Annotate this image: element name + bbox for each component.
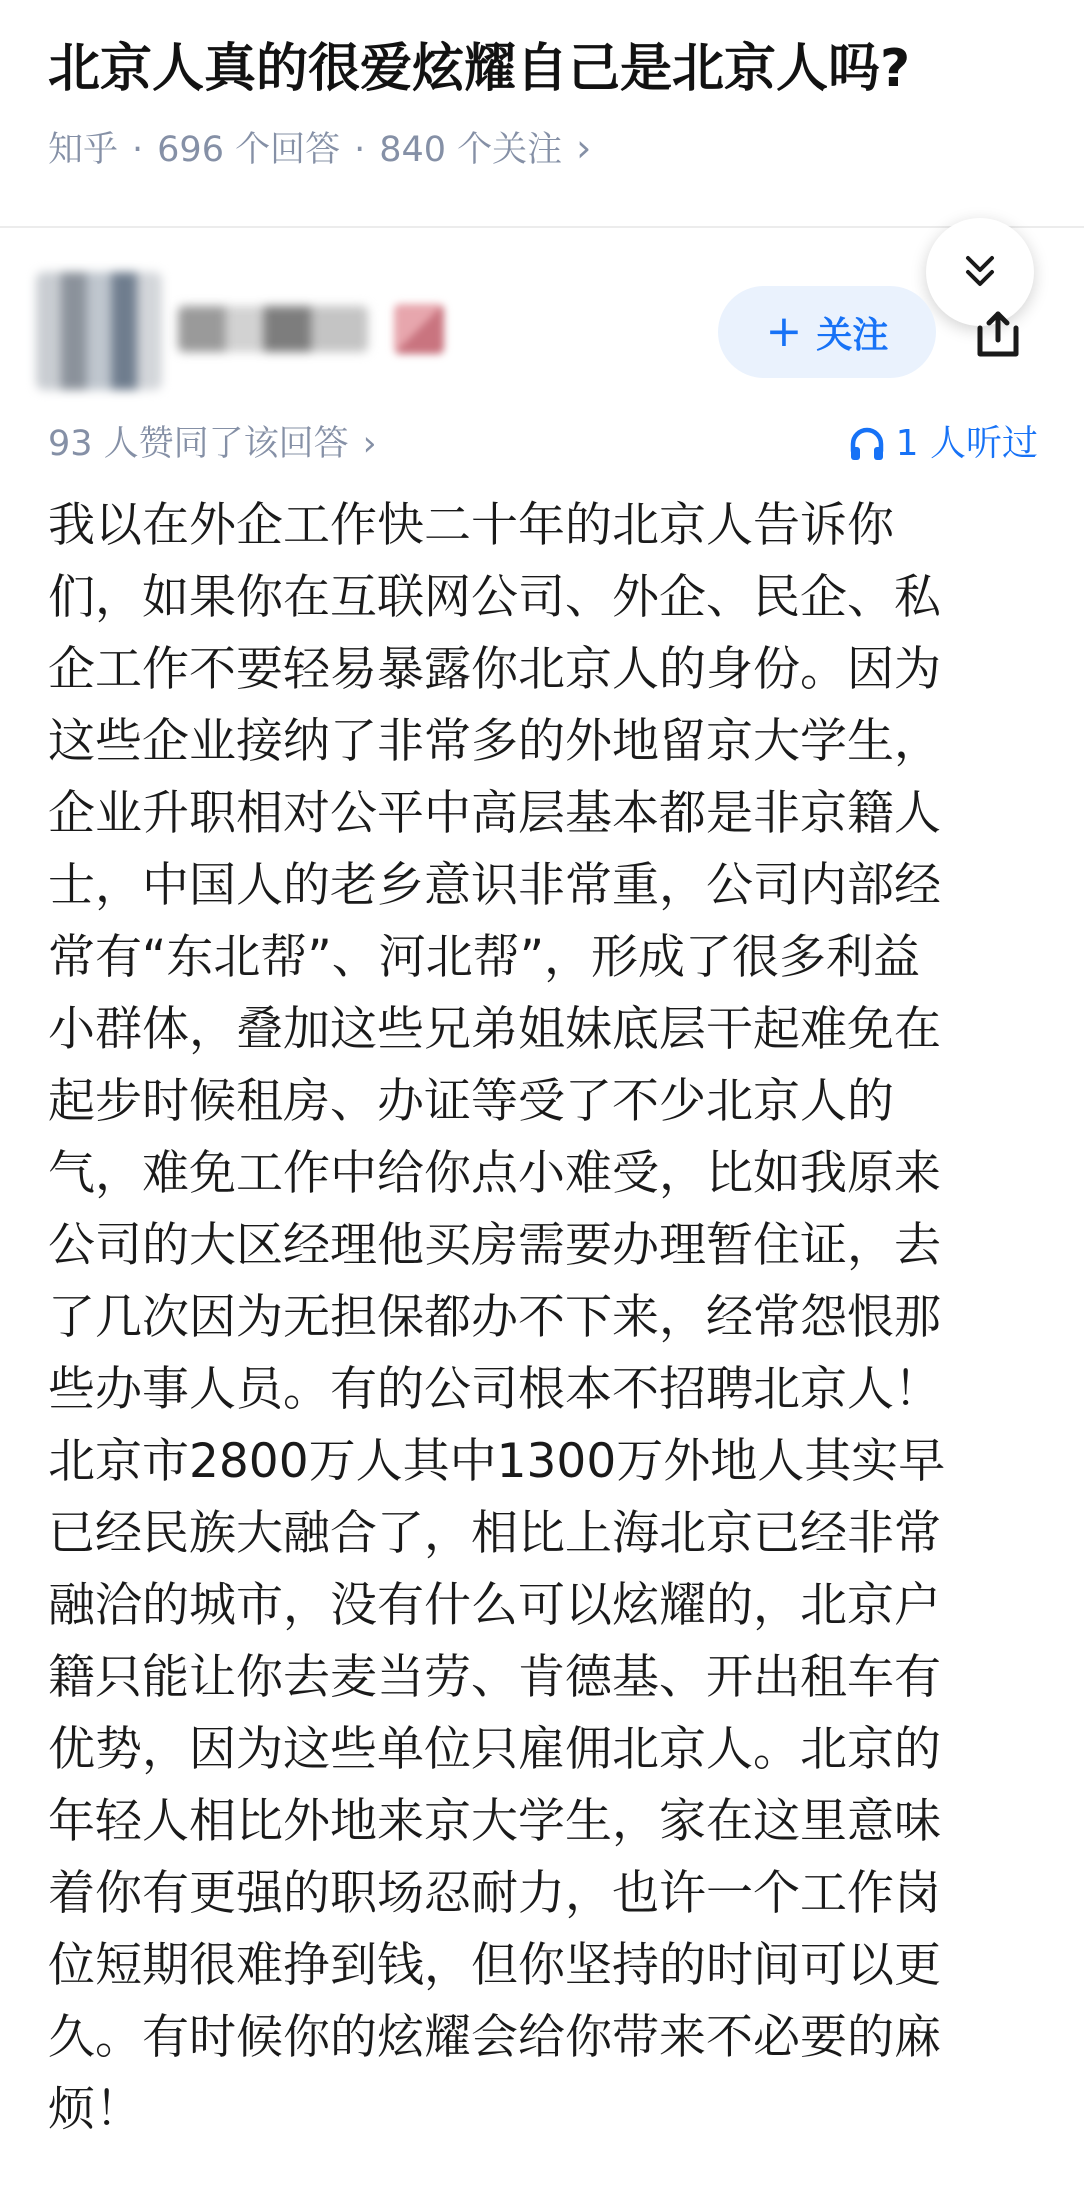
plus-icon: + [765, 306, 803, 357]
meta-separator: · [132, 130, 144, 170]
answer-line: 已经民族大融合了，相比上海北京已经非常 [48, 1506, 941, 1561]
answer-line: 优势，因为这些单位只雇佣北京人。北京的 [48, 1722, 941, 1777]
meta-separator: · [354, 130, 366, 170]
answer-line: 烦！ [48, 2082, 142, 2137]
answer-line: 籍只能让你去麦当劳、肯德基、开出租车有 [48, 1650, 941, 1705]
answer-line: 们，如果你在互联网公司、外企、民企、私 [48, 570, 941, 625]
question-title[interactable]: 北京人真的很爱炫耀自己是北京人吗? [48, 39, 911, 99]
answer-line: 企工作不要轻易暴露你北京人的身份。因为 [48, 642, 941, 697]
answer-line: 融洽的城市，没有什么可以炫耀的，北京户 [48, 1578, 941, 1633]
answer-line: 着你有更强的职场忍耐力，也许一个工作岗 [48, 1866, 941, 1921]
answer-line: 北京市2800万人其中1300万外地人其实早 [48, 1434, 946, 1489]
answer-line: 位短期很难挣到钱，但你坚持的时间可以更 [48, 1938, 941, 1993]
source-label: 知乎 [48, 130, 119, 170]
follow-button[interactable] [718, 286, 936, 378]
author-name-blurred[interactable] [178, 306, 368, 352]
share-icon[interactable] [970, 306, 1026, 362]
answer-line: 年轻人相比外地来京大学生，家在这里意味 [48, 1794, 941, 1849]
headphones-icon [848, 425, 886, 463]
answer-line: 这些企业接纳了非常多的外地留京大学生， [48, 714, 941, 769]
author-badge [394, 304, 444, 354]
follow-label: 关注 [816, 314, 889, 356]
answer-line: 我以在外企工作快二十年的北京人告诉你 [48, 498, 894, 553]
answer-line: 起步时候租房、办证等受了不少北京人的 [48, 1074, 894, 1129]
question-meta[interactable] [48, 120, 591, 178]
author-row [0, 262, 1084, 392]
avatar[interactable] [36, 272, 162, 390]
follower-count: 840 个关注 [379, 130, 563, 170]
answer-line: 常有“东北帮”、河北帮”，形成了很多利益 [48, 930, 921, 985]
answer-line: 些办事人员。有的公司根本不招聘北京人！ [48, 1362, 941, 1417]
answer-line: 了几次因为无担保都办不下来，经常怨恨那 [48, 1290, 941, 1345]
listen-count-label: 1 人听过 [895, 423, 1038, 464]
answer-line: 企业升职相对公平中高层基本都是非京籍人 [48, 786, 941, 841]
chevron-right-icon: › [362, 424, 377, 464]
answer-line: 士，中国人的老乡意识非常重，公司内部经 [48, 858, 941, 913]
vote-count[interactable] [48, 412, 377, 476]
answer-line: 小群体，叠加这些兄弟姐妹底层干起难免在 [48, 1002, 941, 1057]
listen-count[interactable] [848, 412, 1038, 476]
answer-body [48, 490, 1038, 2146]
answer-count: 696 个回答 [157, 130, 341, 170]
question-header [0, 0, 1084, 228]
chevron-right-icon: › [576, 126, 592, 170]
answer-line: 公司的大区经理他买房需要办理暂住证，去 [48, 1218, 941, 1273]
answer-line: 久。有时候你的炫耀会给你带来不必要的麻 [48, 2010, 941, 2065]
stats-row [0, 412, 1084, 476]
answer-line: 气，难免工作中给你点小难受，比如我原来 [48, 1146, 941, 1201]
vote-count-label: 93 人赞同了该回答 [48, 424, 349, 464]
